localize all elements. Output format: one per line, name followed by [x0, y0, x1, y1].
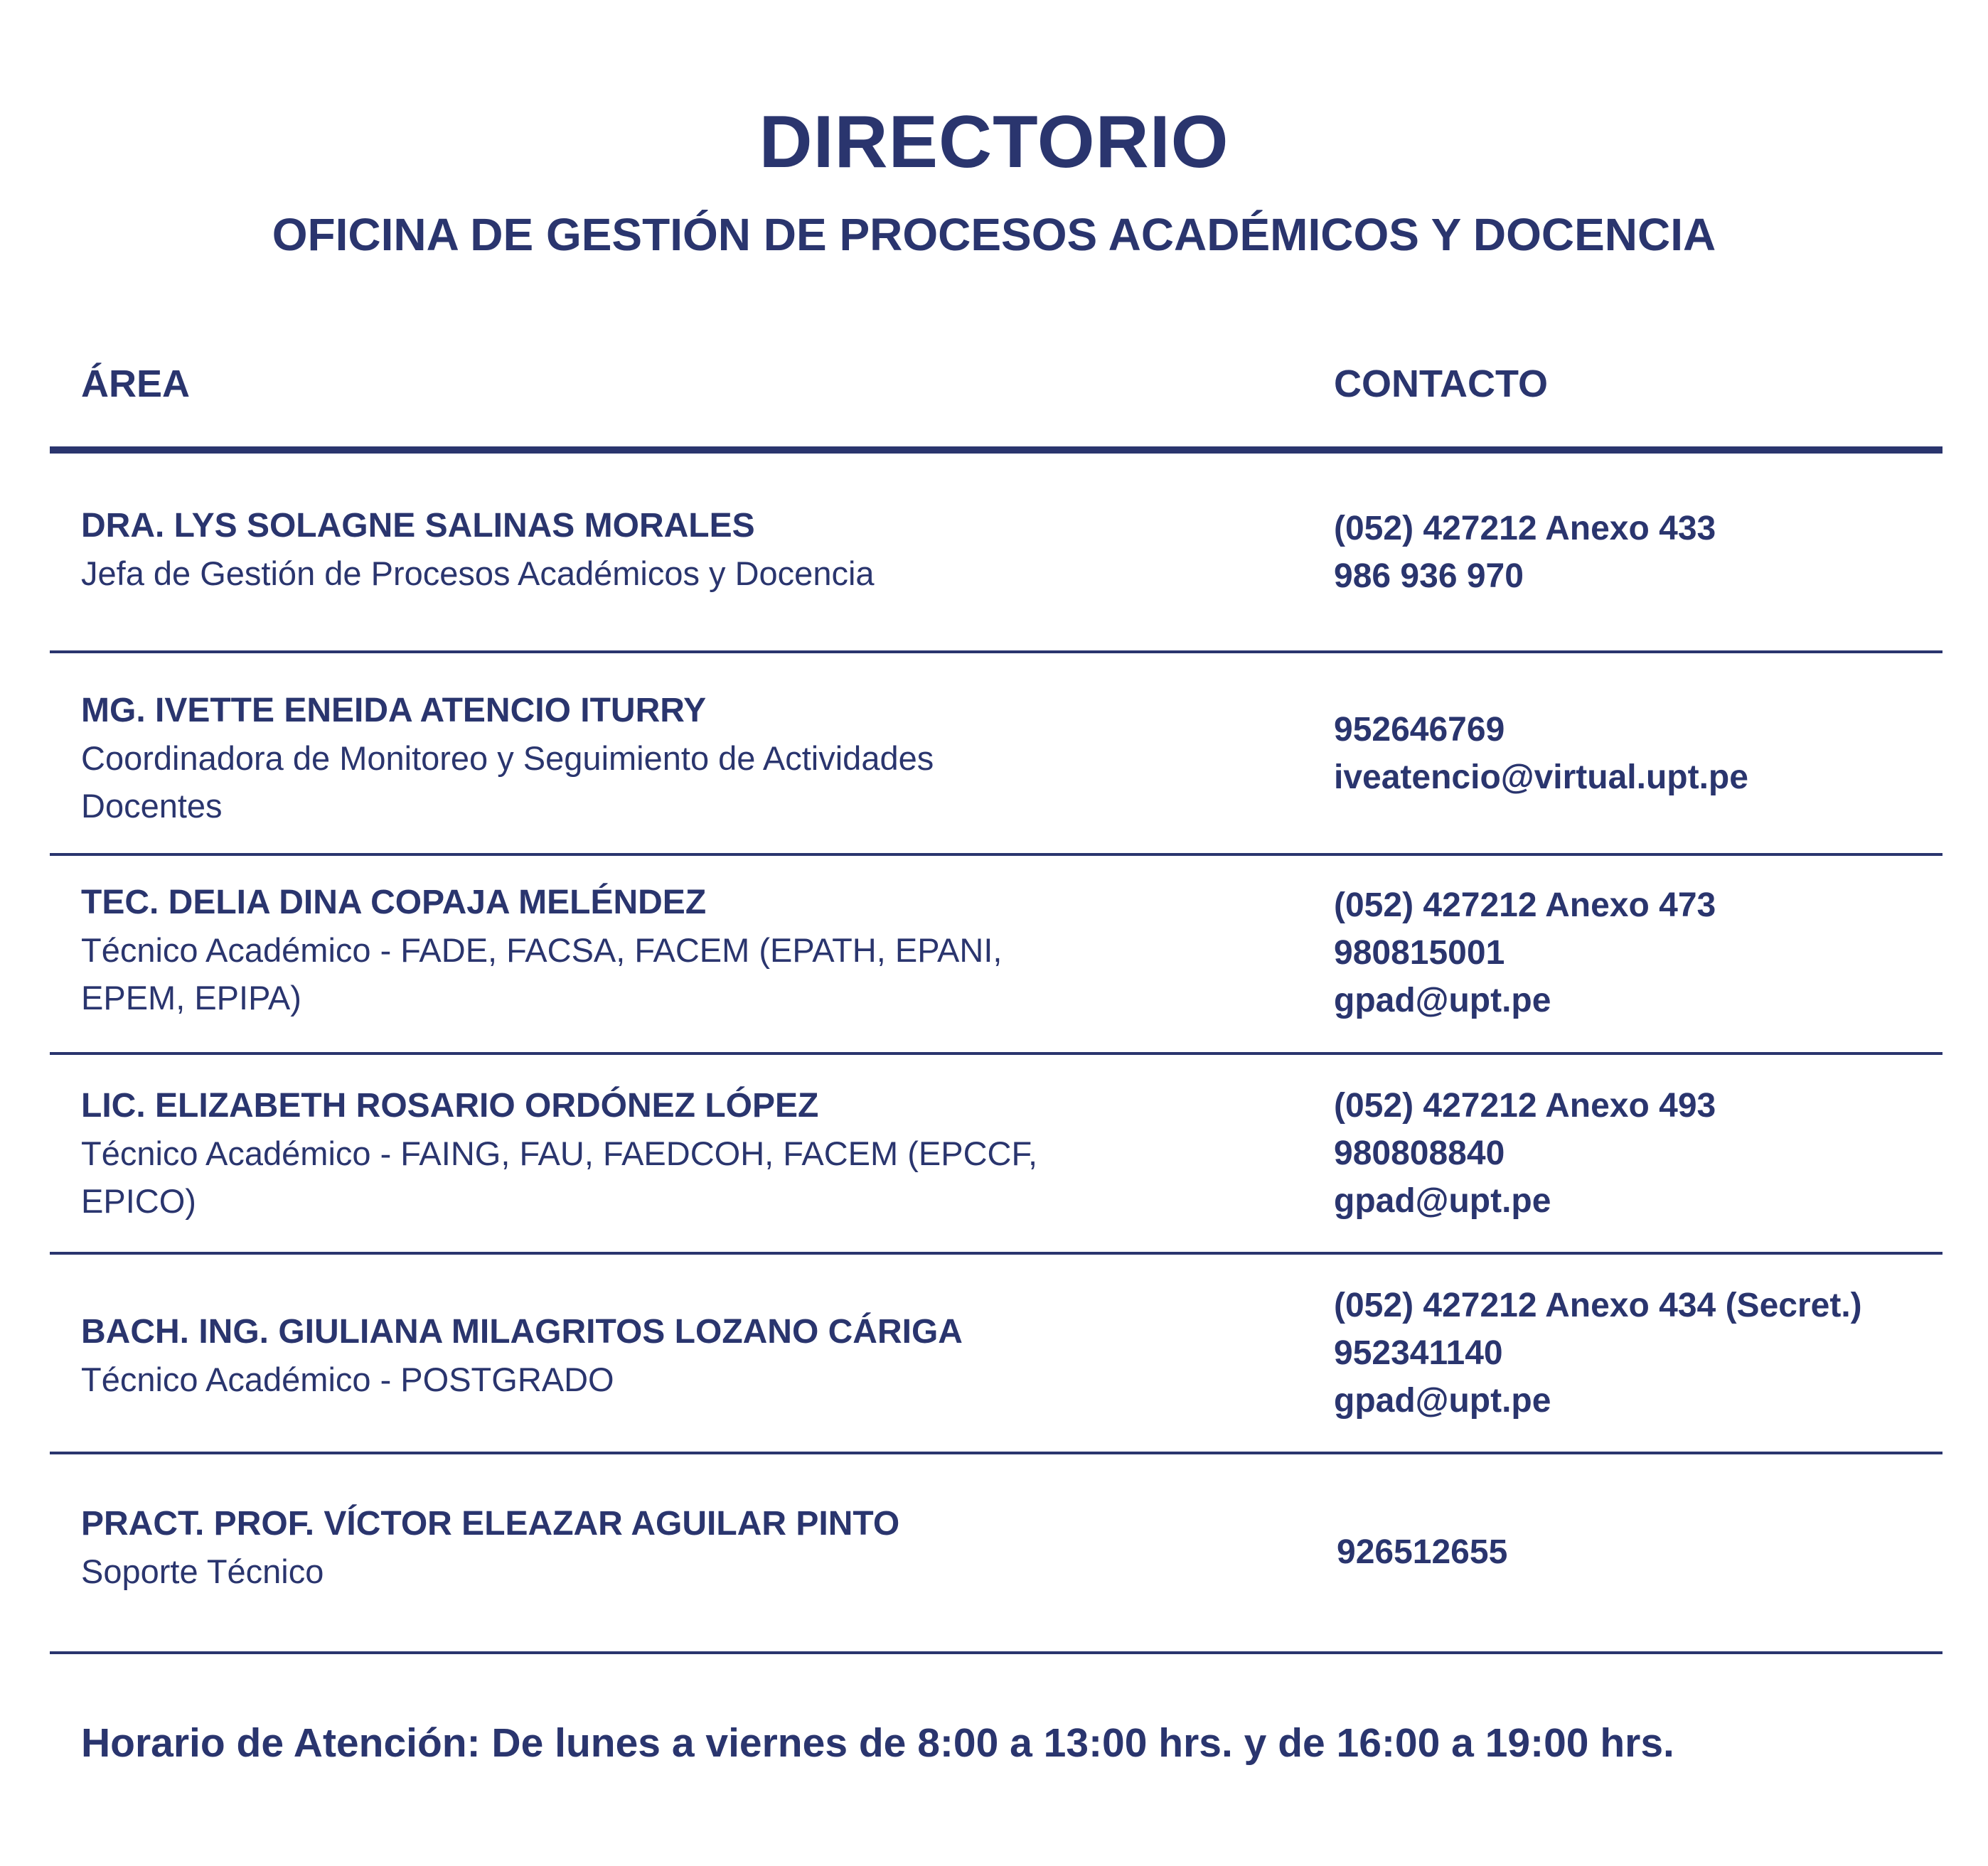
office-hours: Horario de Atención: De lunes a viernes de 8:00 a 13:00 hrs. y de 16:00 a 19:00 hrs.: [81, 1720, 1674, 1766]
contact-phone: (052) 427212 Anexo 473: [1334, 886, 1716, 924]
staff-name: MG. IVETTE ENEIDA ATENCIO ITURRY: [81, 692, 707, 729]
table-row-contact: [1334, 1082, 1945, 1225]
page-title: DIRECTORIO: [759, 101, 1229, 183]
contact-email[interactable]: gpad@upt.pe: [1334, 1382, 1551, 1420]
page-subtitle: OFICINA DE GESTIÓN DE PROCESOS ACADÉMICOS Y DOCENCIA: [272, 209, 1716, 260]
contact-mobile: 986 936 970: [1334, 557, 1524, 595]
contact-phone: (052) 427212 Anexo 433: [1334, 510, 1716, 547]
row-divider: [50, 1651, 1942, 1654]
table-row-area: [81, 1082, 1219, 1225]
contact-email[interactable]: gpad@upt.pe: [1334, 982, 1551, 1019]
staff-name: LIC. ELIZABETH ROSARIO ORDÓNEZ LÓPEZ: [81, 1087, 819, 1125]
contact-mobile: 980815001: [1334, 934, 1505, 972]
table-row-contact: [1334, 505, 1945, 600]
row-divider: [50, 853, 1942, 856]
row-divider: [50, 1052, 1942, 1055]
header-divider: [50, 446, 1942, 454]
staff-name: BACH. ING. GIULIANA MILAGRITOS LOZANO CÁRIGA: [81, 1313, 963, 1351]
staff-role: Soporte Técnico: [81, 1553, 324, 1590]
staff-role: Coordinadora de Monitoreo y Seguimiento de Actividades Docentes: [81, 739, 934, 825]
column-header-area: ÁREA: [81, 363, 191, 405]
contact-phone: (052) 427212 Anexo 493: [1334, 1087, 1716, 1125]
table-row-contact: [1334, 1282, 1945, 1425]
staff-name: PRACT. PROF. VÍCTOR ELEAZAR AGUILAR PINTO: [81, 1505, 900, 1543]
contact-mobile: 952646769: [1334, 711, 1505, 749]
row-divider: [50, 1452, 1942, 1454]
table-row-contact: [1334, 881, 1945, 1024]
row-divider: [50, 1252, 1942, 1255]
contact-mobile: 980808840: [1334, 1135, 1505, 1172]
table-row-area: [81, 687, 1219, 830]
staff-role: Jefa de Gestión de Procesos Académicos y Docencia: [81, 554, 875, 592]
contact-mobile: 952341140: [1334, 1334, 1503, 1372]
staff-role: Técnico Académico - POSTGRADO: [81, 1361, 614, 1398]
contact-mobile: 926512655: [1337, 1533, 1508, 1571]
contact-phone: (052) 427212 Anexo 434 (Secret.): [1334, 1287, 1862, 1324]
table-row-contact: [1337, 1528, 1948, 1576]
staff-name: DRA. LYS SOLAGNE SALINAS MORALES: [81, 507, 755, 545]
table-row-area: [81, 1308, 1219, 1403]
column-header-contact: CONTACTO: [1334, 363, 1548, 405]
table-row-area: [81, 879, 1219, 1022]
staff-role: Técnico Académico - FAING, FAU, FAEDCOH, FACEM (EPCCF, EPICO): [81, 1135, 1038, 1220]
contact-email[interactable]: iveatencio@virtual.upt.pe: [1334, 758, 1748, 796]
row-divider: [50, 650, 1942, 653]
staff-role: Técnico Académico - FADE, FACSA, FACEM (EPATH, EPANI, EPEM, EPIPA): [81, 931, 1003, 1017]
table-row-contact: [1334, 706, 1945, 801]
table-row-area: [81, 502, 1219, 597]
table-row-area: [81, 1500, 1219, 1595]
contact-email[interactable]: gpad@upt.pe: [1334, 1182, 1551, 1220]
staff-name: TEC. DELIA DINA COPAJA MELÉNDEZ: [81, 884, 707, 921]
